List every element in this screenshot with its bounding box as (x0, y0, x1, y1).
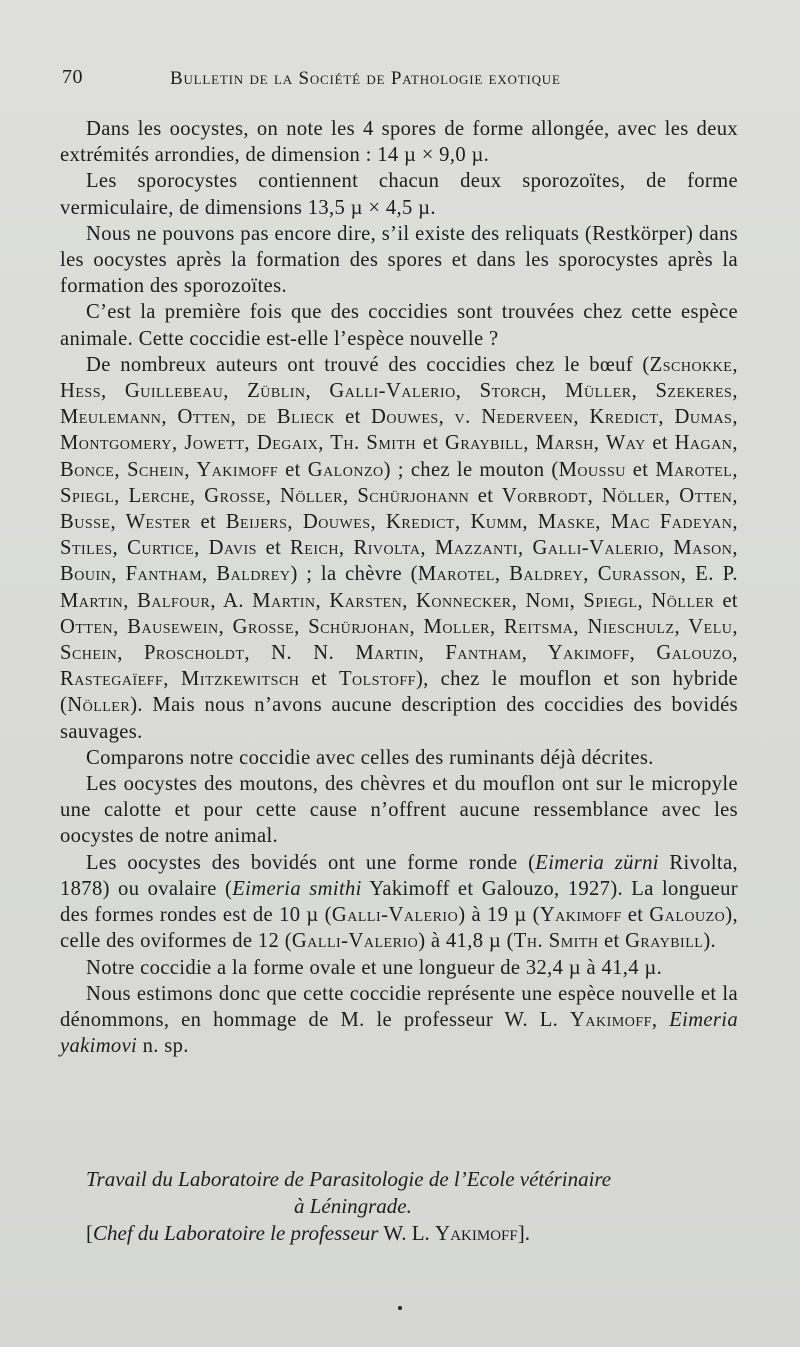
species-name: Eimeria zürni (535, 851, 659, 874)
author-names: Vorbrodt, Nöller, Otten, Busse, Wester (60, 484, 739, 534)
paragraph-text: De nombreux auteurs ont trouvé des coccidies chez le bœuf ( (86, 353, 650, 376)
paragraph-text: et (278, 458, 308, 481)
paragraph-text: Nous ne pouvons pas encore dire, s’il existe des reliquats (Restkörper) dans les oocystes après la formation des spores et dans les sporocystes après la formation des sporozoïtes. (60, 222, 738, 298)
paragraph-text: et (334, 406, 372, 429)
bracket-open: [ (86, 1221, 93, 1245)
paragraph (60, 352, 738, 745)
paragraph-text: et (714, 589, 739, 612)
bracket-close: ]. (517, 1221, 530, 1245)
author-names: Galonzo (307, 458, 384, 481)
paragraph (60, 955, 738, 981)
paragraph-text: Dans les oocystes, on note les 4 spores de forme allongée, avec les deux extrémités arrondies, de dimension : 14 µ × 9,0 µ. (60, 118, 738, 167)
paragraph-text: ), celle des oviformes de 12 ( (60, 904, 738, 953)
city-line: à Léningrade. (294, 1194, 412, 1218)
paragraph-text: ), chez le mouflon et son hybride ( (60, 668, 738, 717)
paragraph-text: n. sp. (137, 1035, 189, 1058)
paragraph-text: Nous estimons donc que cette coccidie représente une espèce nouvelle et la dénommons, en hommage de M. le professeur W. L. (60, 982, 738, 1031)
ink-speck (398, 1306, 402, 1310)
paragraph-text: Les oocystes des bovidés ont une forme ronde ( (86, 851, 536, 874)
paragraph (60, 221, 738, 300)
paragraph (60, 745, 738, 771)
paragraph-text: et (256, 537, 291, 560)
paragraph (60, 299, 738, 351)
paragraph-text: et (645, 432, 675, 455)
paragraph-text: ) à 41,8 µ ( (418, 930, 514, 953)
author-names: Th. Smith (513, 930, 599, 953)
author-names: v. Nederveen, Kredict, Dumas, Montgomery, Jowett, Degaix, Th. Smith (60, 406, 738, 455)
paragraph-text: Notre coccidie a la forme ovale et une longueur de 32,4 µ à 41,4 µ. (86, 956, 663, 979)
chief-name: Yakimoff (435, 1221, 518, 1245)
author-names: Marotel, Spiegl, Lerche, Grosse, Nöller, Schürjohann (60, 458, 739, 507)
paragraph-text: Yakimoff et Galouzo, 1927). La longueur des formes rondes est de 10 µ ( (60, 877, 738, 927)
author-names: Graybill, Marsh, Way (444, 432, 646, 455)
paragraph-text: et (625, 458, 656, 481)
paragraph-text: et (469, 484, 502, 507)
paragraph-text: et (416, 432, 445, 455)
author-names: Moussu (558, 458, 626, 481)
paragraph-text: Les oocystes des moutons, des chèvres et du mouflon ont sur le micropyle une calotte et pour cette cause n’offrent aucune ressemblance avec les oocystes de notre animal. (60, 773, 738, 848)
chief-line (60, 1220, 738, 1247)
paragraph (60, 116, 738, 168)
paragraph-text: ). Mais nous n’avons aucune description des coccidies des bovidés sauvages. (60, 694, 738, 743)
author-names: Galouzo (649, 904, 726, 927)
paragraph (60, 981, 738, 1060)
paragraph-text: et (621, 904, 650, 927)
chief-text: Chef du Laboratoire le professeur (93, 1221, 379, 1245)
paragraph-text: ). (703, 930, 717, 953)
author-names: Graybill (625, 930, 704, 953)
author-names: Nöller (67, 694, 131, 717)
paragraph-text: et (190, 511, 226, 534)
paragraph-text: Rivolta, 1878) ou ovalaire ( (60, 851, 738, 900)
author-names: Marotel, Baldrey, Curasson, E. P. Martin, Balfour, A. Martin, Karsten, Konnecker, Nomi, Spiegl, Nöller (60, 563, 738, 612)
author-names: Yakimoff (570, 1008, 652, 1031)
paragraph (60, 168, 738, 220)
species-name: Eimeria yakimovi (60, 1008, 738, 1058)
paragraph-text: Les sporocystes contiennent chacun deux sporozoïtes, de forme vermiculaire, de dimensions 13,5 µ × 4,5 µ. (60, 170, 738, 219)
paragraph-text: ) ; la chèvre ( (290, 563, 418, 586)
article-body (60, 116, 738, 1059)
author-names: Yakimoff (539, 904, 622, 927)
paragraph-text: C’est la première fois que des coccidies sont trouvées chez cette espèce animale. Cette coccidie est-elle l’espèce nouvelle ? (60, 301, 738, 350)
paragraph (60, 850, 738, 955)
page-header (62, 66, 752, 96)
paragraph (60, 771, 738, 850)
paragraph-text: et (299, 668, 339, 691)
paragraph-text: ) à 19 µ ( (458, 904, 540, 927)
page-number: 70 (62, 66, 83, 88)
paragraph-text: ) ; chez le mouton ( (383, 458, 559, 481)
laboratory-line: Travail du Laboratoire de Parasitologie de l’Ecole vétérinaire (86, 1167, 612, 1191)
author-names: Galli-Valerio (291, 930, 419, 953)
paragraph-text: et (598, 930, 626, 953)
paragraph-text: , (651, 1008, 670, 1031)
signature-block (60, 1166, 738, 1247)
author-names: Otten, Bausewein, Grosse, Schürjohan, Moller, Reitsma, Nieschulz, Velu, Schein, Proscholdt, N. N. Martin, Fantham, Yakimoff, Galouzo, Rastegaïeff, Mitzkewitsch (60, 615, 738, 691)
author-names: Zschokke, Hess, Guillebeau, Züblin, Galli-Valerio, Storch, Müller, Szekeres, Meulemann, Otten, de Blieck (60, 353, 738, 429)
author-names: Douwes (371, 406, 439, 429)
chief-initials: W. L. (378, 1221, 436, 1245)
author-names: Reich, Rivolta, Mazzanti, Galli-Valerio, Mason, Bouin, Fantham, Baldrey (60, 537, 738, 586)
running-title: Bulletin de la Société de Pathologie exotique (170, 68, 561, 89)
author-names: Beijers, Douwes, Kredict, Kumm, Maske, Mac Fadeyan, Stiles, Curtice, Davis (60, 511, 738, 560)
paragraph-text: Comparons notre coccidie avec celles des ruminants déjà décrites. (86, 746, 654, 769)
paragraph-text: , (438, 406, 455, 429)
species-name: Eimeria smithi (232, 877, 362, 900)
author-names: Hagan, Bonce, Schein, Yakimoff (60, 432, 739, 481)
author-names: Galli-Valerio (331, 904, 459, 927)
author-names: Tolstoff (338, 668, 416, 691)
